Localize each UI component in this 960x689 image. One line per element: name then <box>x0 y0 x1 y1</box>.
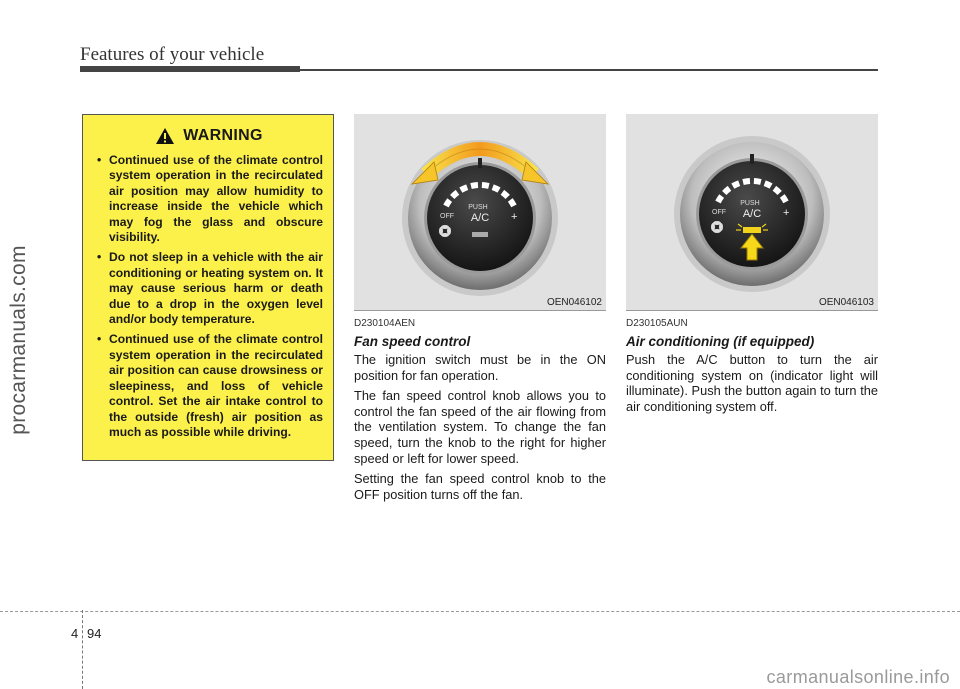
warning-item: • Continued use of the climate control system operation in the recirculated air position can cause drowsiness or sleepiness, and loss of vehicle control. Set the air intake control to the outside (fresh) air position as much as possible while driving. <box>95 332 323 440</box>
knob-plus-label: + <box>511 211 518 223</box>
header-rule-thick <box>80 66 300 72</box>
knob-off-label: OFF <box>712 209 726 216</box>
warning-list <box>95 153 323 440</box>
paragraph: Setting the fan speed control knob to the OFF position turns off the fan. <box>354 471 606 502</box>
figure-rule <box>354 310 606 311</box>
side-watermark-text: procarmanuals.com <box>7 245 30 435</box>
ac-indicator-light <box>472 232 488 237</box>
page-header-title: Features of your vehicle <box>80 44 265 65</box>
warning-item: • Continued use of the climate control system operation in the recirculated air position may allow humidity to increase inside the vehicle which may fog the glass and obscure visibility. <box>95 153 323 245</box>
warning-item: • Do not sleep in a vehicle with the air conditioning or heating system on. It may cause serious harm or death due to a drop in the oxygen level and/or body temperature. <box>95 250 323 327</box>
section-air-conditioning <box>626 318 878 419</box>
page-number: 94 <box>87 626 102 641</box>
footer-rule <box>0 611 960 612</box>
warning-triangle-icon <box>155 127 175 145</box>
ac-knob-illustration <box>626 114 878 311</box>
section-heading: Fan speed control <box>354 334 471 349</box>
figure-caption: OEN046103 <box>818 297 874 308</box>
knob-off-label: OFF <box>440 213 454 220</box>
paragraph: Push the A/C button to turn the air conditioning system on (indicator light will illuminate). Push the button again to turn the air conditioning system off. <box>626 352 878 414</box>
warning-box <box>82 114 334 461</box>
knob-push-label: PUSH <box>740 200 760 207</box>
section-code: D230104AEN <box>354 318 416 329</box>
figure-caption: OEN046102 <box>546 297 602 308</box>
paragraph: The fan speed control knob allows you to control the fan speed of the air flowing from the ventilation system. To change the fan speed, turn the knob to the right for higher speed or left for lower speed. <box>354 388 606 466</box>
footer-watermark: carmanualsonline.info <box>766 667 950 687</box>
warning-header <box>95 127 323 145</box>
header-rule-thin <box>300 69 878 71</box>
knob-push-label: PUSH <box>468 204 488 211</box>
fan-knob-illustration <box>354 114 606 311</box>
section-fan-speed <box>354 318 606 507</box>
section-code: D230105AUN <box>626 318 688 329</box>
warning-title: WARNING <box>183 127 263 144</box>
chapter-number: 4 <box>71 626 79 641</box>
figure-fan-knob <box>354 114 606 311</box>
paragraph: The ignition switch must be in the ON position for fan operation. <box>354 352 606 383</box>
figure-rule <box>626 310 878 311</box>
figure-ac-button <box>626 114 878 311</box>
side-watermark <box>4 140 34 540</box>
section-heading: Air conditioning (if equipped) <box>626 334 815 349</box>
footer-divider <box>82 610 83 689</box>
knob-plus-label: + <box>783 207 790 219</box>
knob-ac-label: A/C <box>742 208 762 220</box>
knob-ac-label: A/C <box>470 212 490 224</box>
